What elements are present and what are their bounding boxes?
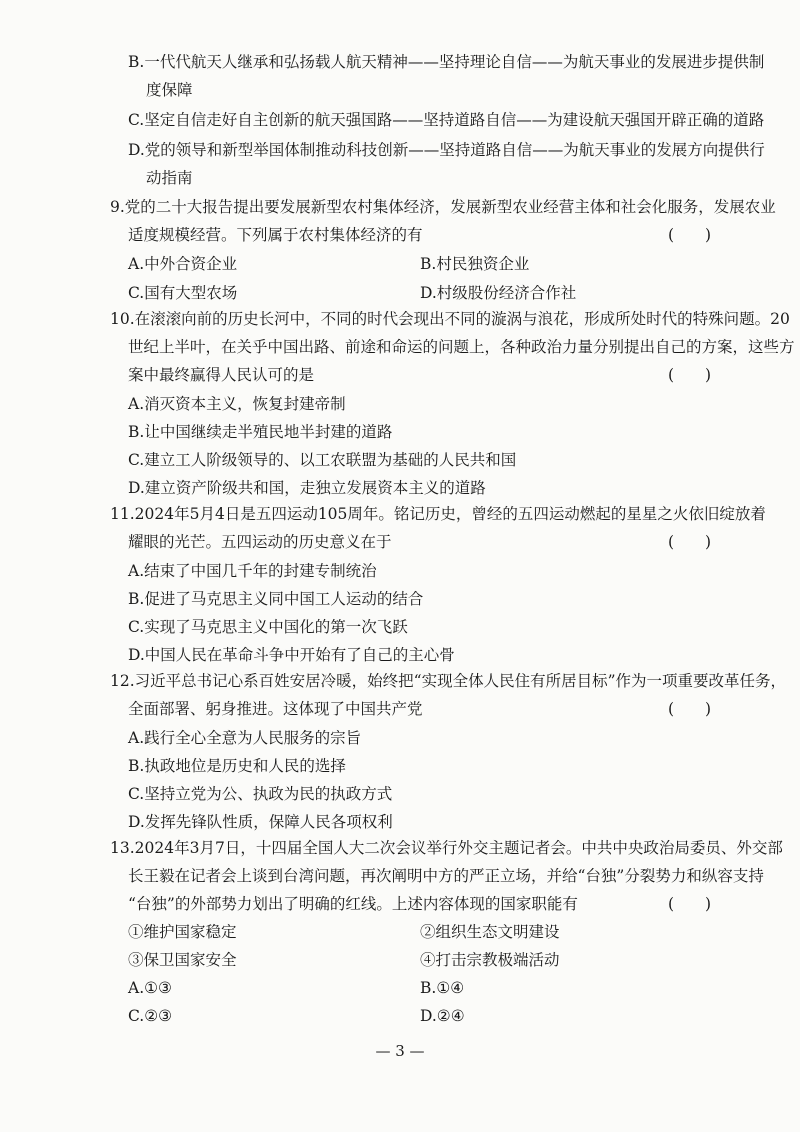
q10-answer-paren: ( ): [668, 366, 712, 384]
q13-option-d: D.②④: [420, 1007, 465, 1025]
q9-option-a: A.中外合资企业: [128, 255, 238, 273]
q10-stem-line1: 10.在滚滚向前的历史长河中，不同的时代会现出不同的漩涡与浪花，形成所处时代的特殊问题。20: [110, 310, 790, 328]
q9-option-c: C.国有大型农场: [128, 284, 238, 302]
q12-stem-line2: 全面部署、躬身推进。这体现了中国共产党: [128, 700, 423, 718]
q10-stem-line3: 案中最终赢得人民认可的是: [128, 366, 315, 384]
q9-option-d: D.村级股份经济合作社: [420, 284, 577, 302]
q13-item-1: ①维护国家稳定: [128, 923, 237, 941]
q12-option-c: C.坚持立党为公、执政为民的执政方式: [128, 785, 393, 803]
q13-item-3: ③保卫国家安全: [128, 951, 237, 969]
q11-option-b: B.促进了马克思主义同中国工人运动的结合: [128, 590, 424, 608]
q9-answer-paren: ( ): [668, 226, 712, 244]
page-number: — 3 —: [375, 1042, 425, 1060]
q13-item-2: ②组织生态文明建设: [420, 923, 560, 941]
q8-option-d-line1: D.党的领导和新型举国体制推动科技创新——坚持道路自信——为航天事业的发展方向提供行: [128, 141, 765, 159]
q13-option-a: A.①③: [128, 979, 172, 997]
q13-stem-line1: 13.2024年3月7日，十四届全国人大二次会议举行外交主题记者会。中共中央政治局委员、外交部: [110, 839, 783, 857]
q12-option-d: D.发挥先锋队性质，保障人民各项权利: [128, 813, 393, 831]
q13-item-4: ④打击宗教极端活动: [420, 951, 560, 969]
q12-answer-paren: ( ): [668, 700, 712, 718]
q12-option-b: B.执政地位是历史和人民的选择: [128, 757, 346, 775]
q10-stem-line2: 世纪上半叶，在关乎中国出路、前途和命运的问题上，各种政治力量分别提出自己的方案，这些方: [128, 338, 795, 356]
q12-stem-line1: 12.习近平总书记心系百姓安居冷暖，始终把“实现全体人民住有所居目标”作为一项重要改革任务，: [110, 672, 787, 690]
q8-option-b-line2: 度保障: [146, 81, 193, 99]
q11-stem-line2: 耀眼的光芒。五四运动的历史意义在于: [128, 533, 392, 551]
q9-option-b: B.村民独资企业: [420, 255, 530, 273]
q13-option-b: B.①④: [420, 979, 465, 997]
q12-option-a: A.践行全心全意为人民服务的宗旨: [128, 729, 362, 747]
q11-option-d: D.中国人民在革命斗争中开始有了自己的主心骨: [128, 646, 455, 664]
q13-option-c: C.②③: [128, 1007, 173, 1025]
q10-option-b: B.让中国继续走半殖民地半封建的道路: [128, 423, 393, 441]
q10-option-d: D.建立资产阶级共和国，走独立发展资本主义的道路: [128, 479, 486, 497]
q13-stem-line3: “台独”的外部势力划出了明确的红线。上述内容体现的国家职能有: [128, 895, 578, 913]
q8-option-b-line1: B.一代代航天人继承和弘扬载人航天精神——坚持理论自信——为航天事业的发展进步提供制: [128, 53, 765, 71]
q10-option-c: C.建立工人阶级领导的、以工农联盟为基础的人民共和国: [128, 451, 517, 469]
q9-stem-line2: 适度规模经营。下列属于农村集体经济的有: [128, 226, 423, 244]
q9-stem-line1: 9.党的二十大报告提出要发展新型农村集体经济，发展新型农业经营主体和社会化服务，发展农业: [110, 198, 776, 216]
q10-option-a: A.消灭资本主义，恢复封建帝制: [128, 395, 346, 413]
q8-option-c: C.坚定自信走好自主创新的航天强国路——坚持道路自信——为建设航天强国开辟正确的道路: [128, 111, 765, 129]
q13-answer-paren: ( ): [668, 895, 712, 913]
q13-stem-line2: 长王毅在记者会上谈到台湾问题，再次阐明中方的严正立场，并给“台独”分裂势力和纵容支持: [128, 867, 764, 885]
q11-answer-paren: ( ): [668, 533, 712, 551]
q8-option-d-line2: 动指南: [146, 169, 193, 187]
q11-option-a: A.结束了中国几千年的封建专制统治: [128, 562, 377, 580]
q11-stem-line1: 11.2024年5月4日是五四运动105周年。铭记历史，曾经的五四运动燃起的星星之火依旧绽放着: [110, 505, 766, 523]
q11-option-c: C.实现了马克思主义中国化的第一次飞跃: [128, 618, 408, 636]
